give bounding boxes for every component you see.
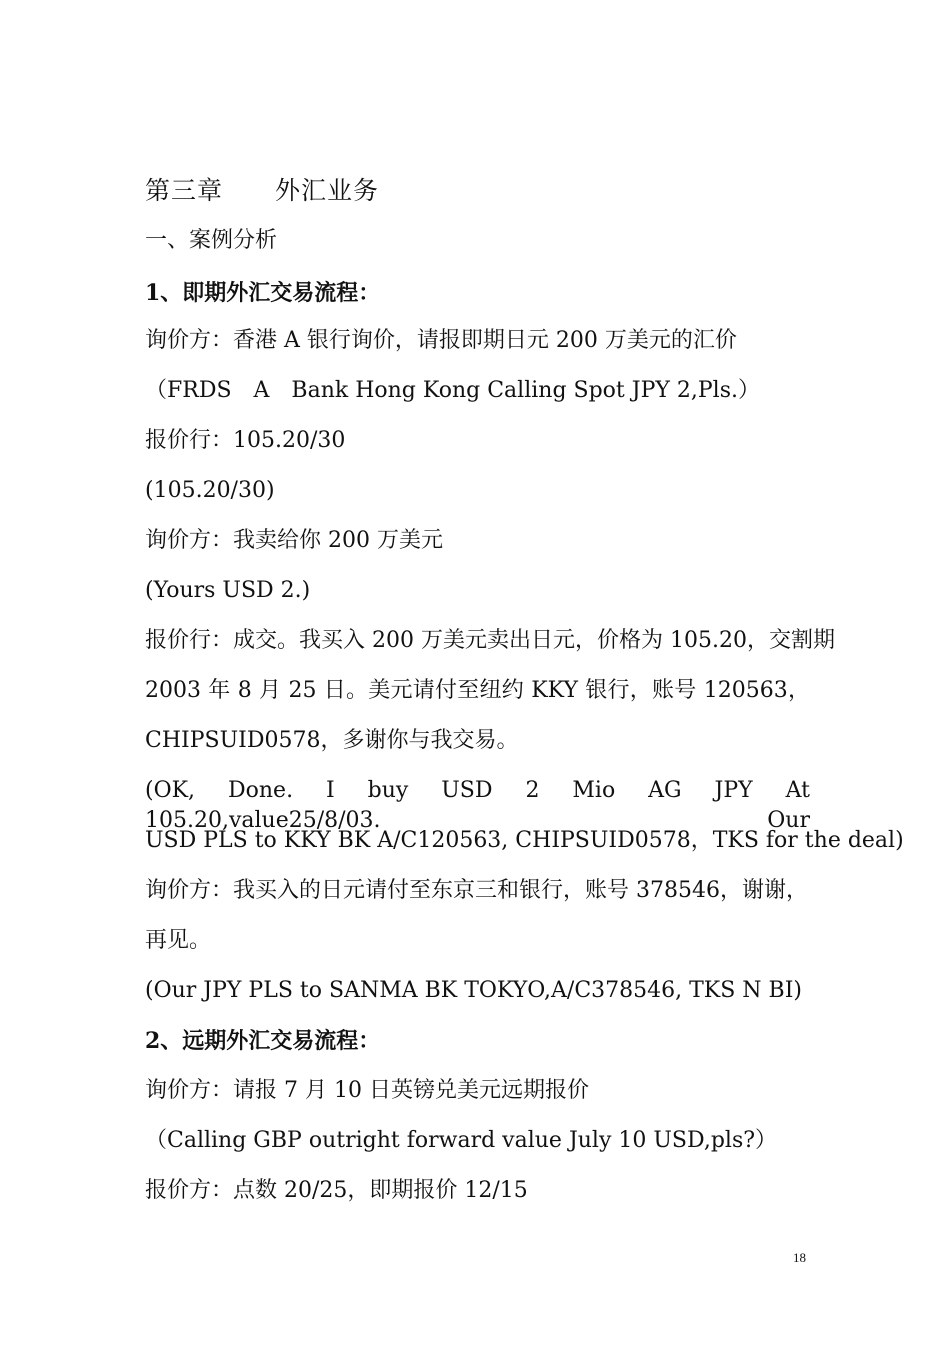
paragraph-line: 报价行：成交。我买入 200 万美元卖出日元，价格为 105.20，交割期	[145, 628, 835, 653]
paragraph-line: (105.20/30)	[145, 478, 275, 503]
paragraph-line: 询价方：我买入的日元请付至东京三和银行，账号 378546，谢谢，	[145, 878, 808, 903]
paragraph-line: 2003 年 8 月 25 日。美元请付至纽约 KKY 银行，账号 120563，	[145, 678, 810, 703]
paragraph-line: 报价方：点数 20/25，即期报价 12/15	[145, 1178, 528, 1203]
paragraph-line: （Calling GBP outright forward value July 10 USD,pls?）	[145, 1128, 778, 1153]
chapter-heading	[145, 176, 379, 206]
paragraph-line: CHIPSUID0578，多谢你与我交易。	[145, 728, 519, 753]
paragraph-line: （FRDS A Bank Hong Kong Calling Spot JPY 2,Pls.）	[145, 378, 761, 403]
page-number: 18	[793, 1250, 806, 1265]
chapter-title: 外汇业务	[275, 176, 380, 205]
paragraph-line: (Yours USD 2.)	[145, 578, 311, 603]
subsection-heading-forward: 2、远期外汇交易流程：	[145, 1028, 381, 1054]
paragraph-line: 询价方：香港 A 银行询价，请报即期日元 200 万美元的汇价	[145, 328, 737, 353]
paragraph-line: 询价方：请报 7 月 10 日英镑兑美元远期报价	[145, 1078, 589, 1103]
paragraph-line: (OK, Done. I buy USD 2 Mio AG JPY At 105.20,value25/8/03. Our	[145, 778, 810, 833]
paragraph-line: (Our JPY PLS to SANMA BK TOKYO,A/C378546, TKS N BI)	[145, 978, 802, 1003]
paragraph-line: 再见。	[145, 928, 212, 953]
chapter-number: 第三章	[145, 176, 224, 205]
section-title: 一、案例分析	[145, 228, 278, 253]
paragraph-line: USD PLS to KKY BK A/C120563, CHIPSUID0578，TKS for the deal)	[145, 828, 904, 853]
subsection-heading-spot: 1、即期外汇交易流程：	[145, 280, 381, 306]
paragraph-line: 询价方：我卖给你 200 万美元	[145, 528, 443, 553]
paragraph-line: 报价行：105.20/30	[145, 428, 346, 453]
